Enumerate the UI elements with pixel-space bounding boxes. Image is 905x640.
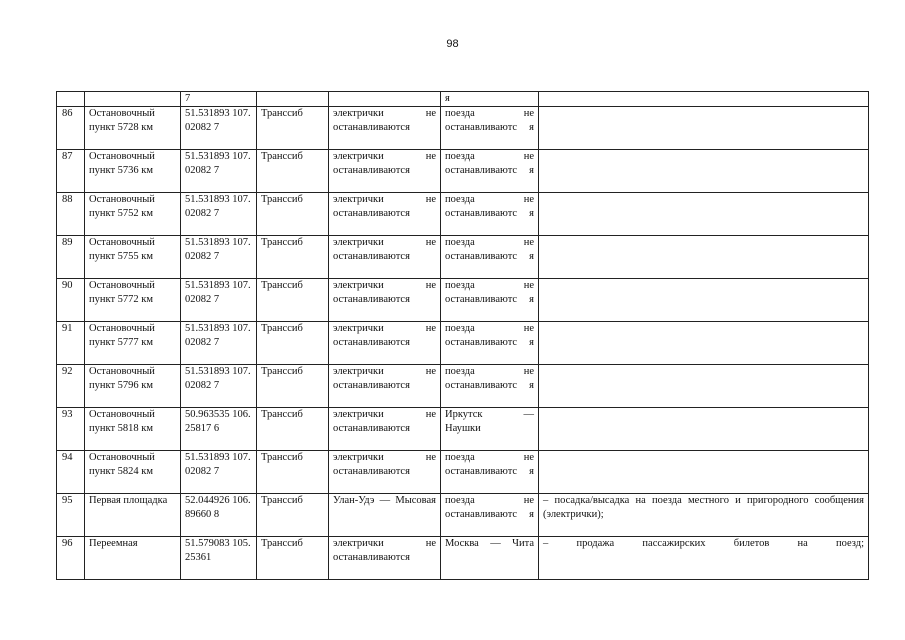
cell-coords: 51.531893 107.02082 7 <box>181 150 257 193</box>
cell-route: поезда не останавливаютс я <box>441 279 539 322</box>
table-row <box>57 193 869 236</box>
cell-route: Москва — Чита <box>441 537 539 580</box>
cell-notes <box>539 150 869 193</box>
cell-notes: – посадка/высадка на поезда местного и пригородного сообщения (электрички); <box>539 494 869 537</box>
cell-line: Транссиб <box>257 279 329 322</box>
cell-notes <box>539 107 869 150</box>
cell-route: я <box>441 92 539 107</box>
cell-notes <box>539 236 869 279</box>
cell-route: поезда не останавливаютс я <box>441 322 539 365</box>
cell-route: поезда не останавливаютс я <box>441 365 539 408</box>
cell-num: 96 <box>57 537 85 580</box>
cell-stops: электрички не останавливаются <box>329 537 441 580</box>
cell-stops: электрички не останавливаются <box>329 107 441 150</box>
cell-num <box>57 92 85 107</box>
cell-notes <box>539 365 869 408</box>
cell-name: Остановочный пункт 5772 км <box>85 279 181 322</box>
cell-num: 90 <box>57 279 85 322</box>
cell-name: Переемная <box>85 537 181 580</box>
cell-coords: 51.531893 107.02082 7 <box>181 236 257 279</box>
table-row <box>57 365 869 408</box>
cell-line: Транссиб <box>257 322 329 365</box>
cell-line: Транссиб <box>257 408 329 451</box>
cell-route: поезда не останавливаютс я <box>441 193 539 236</box>
cell-stops: электрички не останавливаются <box>329 322 441 365</box>
cell-num: 86 <box>57 107 85 150</box>
table-row <box>57 107 869 150</box>
cell-line: Транссиб <box>257 107 329 150</box>
cell-notes <box>539 451 869 494</box>
cell-line: Транссиб <box>257 451 329 494</box>
cell-coords: 52.044926 106.89660 8 <box>181 494 257 537</box>
cell-route: Иркутск — Наушки <box>441 408 539 451</box>
cell-coords: 7 <box>181 92 257 107</box>
cell-route: поезда не останавливаютс я <box>441 494 539 537</box>
cell-num: 92 <box>57 365 85 408</box>
cell-route: поезда не останавливаютс я <box>441 451 539 494</box>
cell-coords: 51.579083 105.25361 <box>181 537 257 580</box>
cell-stops: электрички не останавливаются <box>329 451 441 494</box>
cell-stops <box>329 92 441 107</box>
table-row <box>57 279 869 322</box>
cell-coords: 51.531893 107.02082 7 <box>181 322 257 365</box>
cell-num: 93 <box>57 408 85 451</box>
cell-stops: электрички не останавливаются <box>329 236 441 279</box>
table-row <box>57 408 869 451</box>
cell-coords: 50.963535 106.25817 6 <box>181 408 257 451</box>
cell-num: 91 <box>57 322 85 365</box>
cell-notes <box>539 279 869 322</box>
stations-table <box>56 91 869 580</box>
cell-name: Остановочный пункт 5818 км <box>85 408 181 451</box>
cell-line: Транссиб <box>257 494 329 537</box>
cell-coords: 51.531893 107.02082 7 <box>181 193 257 236</box>
cell-num: 88 <box>57 193 85 236</box>
cell-line: Транссиб <box>257 236 329 279</box>
continuation-row <box>57 92 869 107</box>
cell-name: Первая площадка <box>85 494 181 537</box>
cell-name: Остановочный пункт 5752 км <box>85 193 181 236</box>
cell-route: поезда не останавливаютс я <box>441 107 539 150</box>
table-row <box>57 494 869 537</box>
cell-name: Остановочный пункт 5796 км <box>85 365 181 408</box>
table-row <box>57 451 869 494</box>
cell-stops: электрички не останавливаются <box>329 365 441 408</box>
cell-coords: 51.531893 107.02082 7 <box>181 107 257 150</box>
cell-name: Остановочный пункт 5728 км <box>85 107 181 150</box>
table-row <box>57 537 869 580</box>
cell-stops: Улан-Удэ — Мысовая <box>329 494 441 537</box>
cell-name: Остановочный пункт 5777 км <box>85 322 181 365</box>
cell-num: 89 <box>57 236 85 279</box>
cell-route: поезда не останавливаютс я <box>441 150 539 193</box>
table-row <box>57 150 869 193</box>
cell-line <box>257 92 329 107</box>
cell-name: Остановочный пункт 5824 км <box>85 451 181 494</box>
cell-name <box>85 92 181 107</box>
cell-line: Транссиб <box>257 150 329 193</box>
cell-notes <box>539 193 869 236</box>
cell-num: 94 <box>57 451 85 494</box>
cell-notes <box>539 322 869 365</box>
cell-stops: электрички не останавливаются <box>329 193 441 236</box>
cell-name: Остановочный пункт 5736 км <box>85 150 181 193</box>
cell-notes: – продажа пассажирских билетов на поезд; <box>539 537 869 580</box>
cell-coords: 51.531893 107.02082 7 <box>181 365 257 408</box>
cell-num: 87 <box>57 150 85 193</box>
cell-line: Транссиб <box>257 365 329 408</box>
cell-coords: 51.531893 107.02082 7 <box>181 279 257 322</box>
table-row <box>57 236 869 279</box>
cell-num: 95 <box>57 494 85 537</box>
cell-stops: электрички не останавливаются <box>329 408 441 451</box>
cell-name: Остановочный пункт 5755 км <box>85 236 181 279</box>
cell-route: поезда не останавливаютс я <box>441 236 539 279</box>
page-number: 98 <box>446 38 459 50</box>
cell-line: Транссиб <box>257 193 329 236</box>
cell-stops: электрички не останавливаются <box>329 150 441 193</box>
cell-stops: электрички не останавливаются <box>329 279 441 322</box>
cell-notes <box>539 92 869 107</box>
cell-line: Транссиб <box>257 537 329 580</box>
table-row <box>57 322 869 365</box>
cell-notes <box>539 408 869 451</box>
cell-coords: 51.531893 107.02082 7 <box>181 451 257 494</box>
